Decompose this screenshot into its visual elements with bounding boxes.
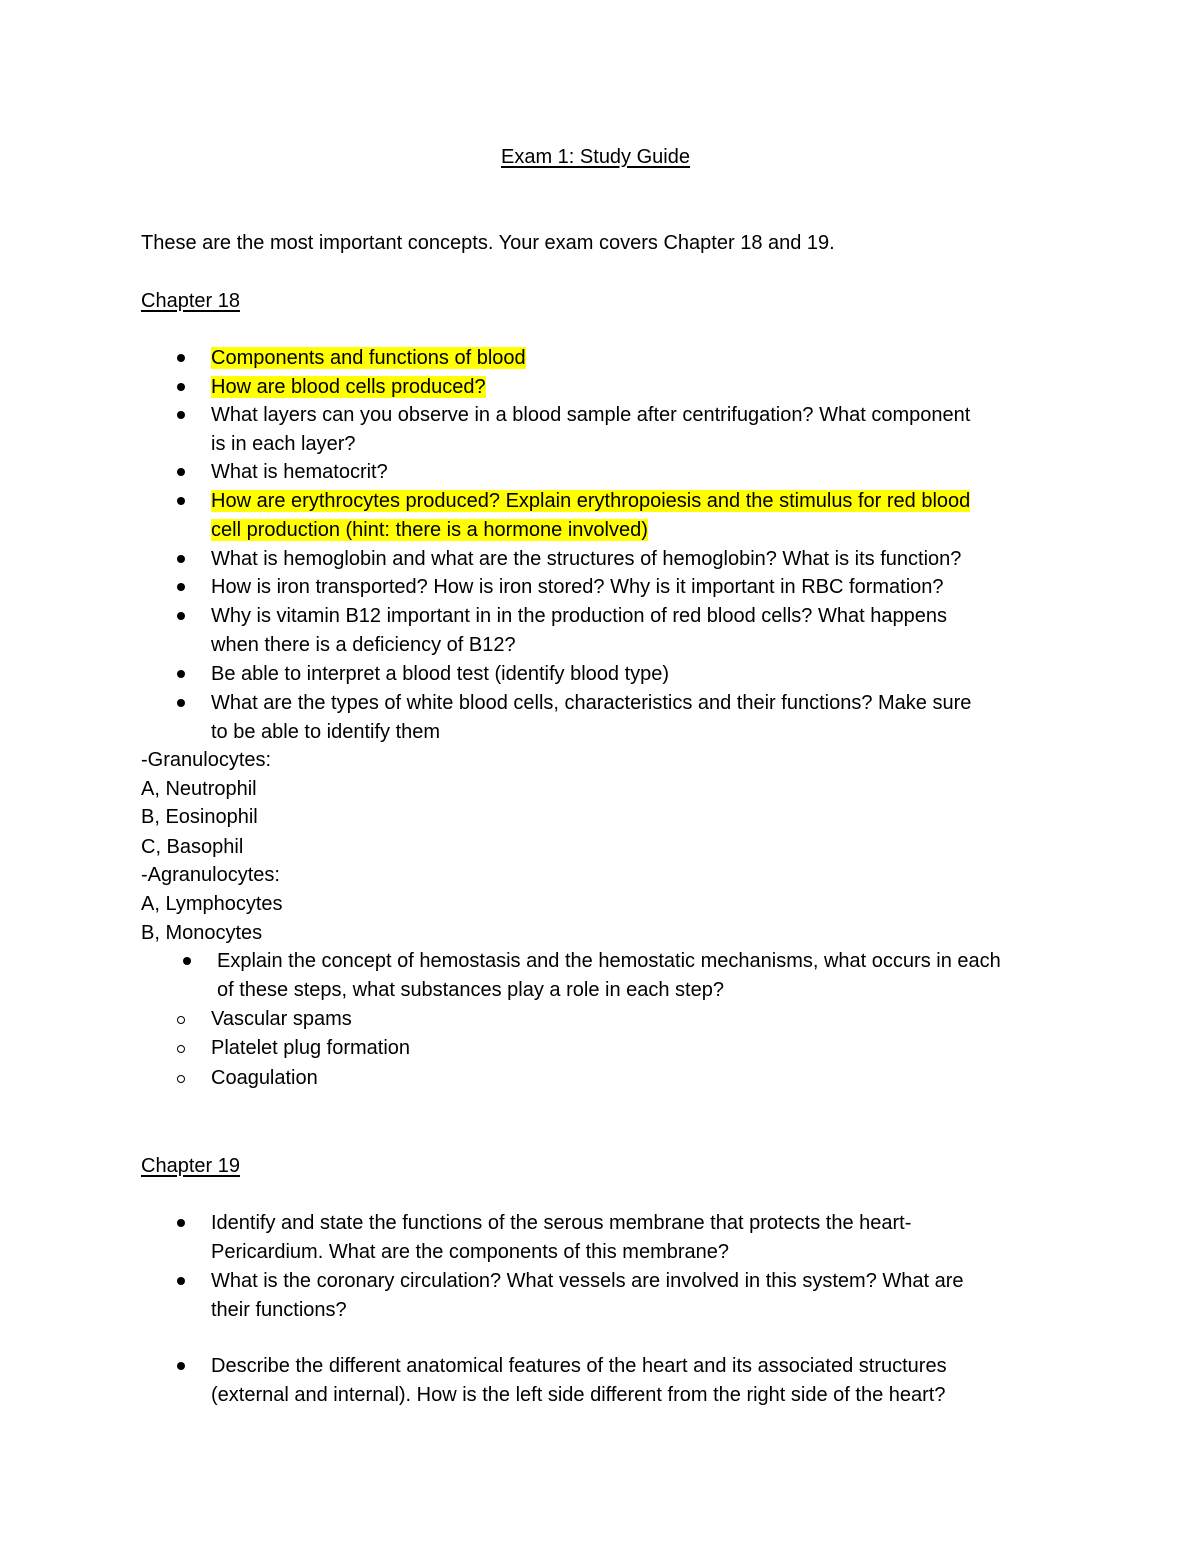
bullet-icon [177, 497, 185, 505]
list-item-continuation: Pericardium. What are the components of this membrane? [211, 1241, 730, 1263]
intro-text: These are the most important concepts. Your exam covers Chapter 18 and 19. [141, 232, 835, 254]
list-item: What is hemoglobin and what are the structures of hemoglobin? What is its function? [211, 548, 962, 570]
wbc-line: -Agranulocytes: [141, 864, 280, 886]
bullet-icon [177, 1219, 185, 1227]
list-item: What are the types of white blood cells, characteristics and their functions? Make sure [211, 692, 972, 714]
list-item: Be able to interpret a blood test (identify blood type) [211, 663, 670, 685]
list-item-continuation: (external and internal). How is the left side different from the right side of the heart? [211, 1384, 946, 1406]
list-item: Why is vitamin B12 important in in the production of red blood cells? What happens [211, 605, 947, 627]
wbc-line: A, Lymphocytes [141, 893, 283, 915]
list-item-continuation: to be able to identify them [211, 721, 441, 743]
list-item-continuation: of these steps, what substances play a role in each step? [217, 979, 724, 1001]
list-item: How is iron transported? How is iron stored? Why is it important in RBC formation? [211, 576, 944, 598]
bullet-icon [177, 354, 185, 362]
bullet-icon [177, 670, 185, 678]
list-item: What layers can you observe in a blood sample after centrifugation? What component [211, 404, 971, 426]
wbc-line: A, Neutrophil [141, 778, 257, 800]
chapter-19-heading: Chapter 19 [141, 1155, 240, 1177]
bullet-icon [183, 957, 191, 965]
bullet-icon [177, 411, 185, 419]
list-item: What is hematocrit? [211, 461, 388, 483]
list-item: Describe the different anatomical features of the heart and its associated structures [211, 1355, 947, 1377]
list-item: What is the coronary circulation? What vessels are involved in this system? What are [211, 1270, 964, 1292]
list-item: How are blood cells produced? [211, 376, 486, 398]
bullet-icon [177, 555, 185, 563]
wbc-line: B, Eosinophil [141, 806, 258, 828]
bullet-icon [177, 383, 185, 391]
bullet-icon [177, 1362, 185, 1370]
sub-list-item: Vascular spams [211, 1008, 352, 1030]
page-title: Exam 1: Study Guide [501, 146, 690, 168]
bullet-icon [177, 699, 185, 707]
bullet-icon [177, 612, 185, 620]
sub-list-item: Coagulation [211, 1067, 318, 1089]
list-item: How are erythrocytes produced? Explain erythropoiesis and the stimulus for red blood [211, 490, 971, 512]
list-item-continuation: is in each layer? [211, 433, 356, 455]
wbc-line: C, Basophil [141, 836, 244, 858]
list-item-continuation: cell production (hint: there is a hormone involved) [211, 519, 648, 541]
list-item-continuation: when there is a deficiency of B12? [211, 634, 516, 656]
circle-bullet-icon [177, 1016, 185, 1024]
list-item-continuation: their functions? [211, 1299, 347, 1321]
list-item: Components and functions of blood [211, 347, 526, 369]
wbc-line: -Granulocytes: [141, 749, 272, 771]
bullet-icon [177, 583, 185, 591]
list-item: Explain the concept of hemostasis and the hemostatic mechanisms, what occurs in each [217, 950, 1001, 972]
circle-bullet-icon [177, 1045, 185, 1053]
bullet-icon [177, 468, 185, 476]
circle-bullet-icon [177, 1075, 185, 1083]
wbc-line: B, Monocytes [141, 922, 263, 944]
bullet-icon [177, 1277, 185, 1285]
list-item: Identify and state the functions of the serous membrane that protects the heart- [211, 1212, 912, 1234]
chapter-18-heading: Chapter 18 [141, 290, 240, 312]
sub-list-item: Platelet plug formation [211, 1037, 411, 1059]
